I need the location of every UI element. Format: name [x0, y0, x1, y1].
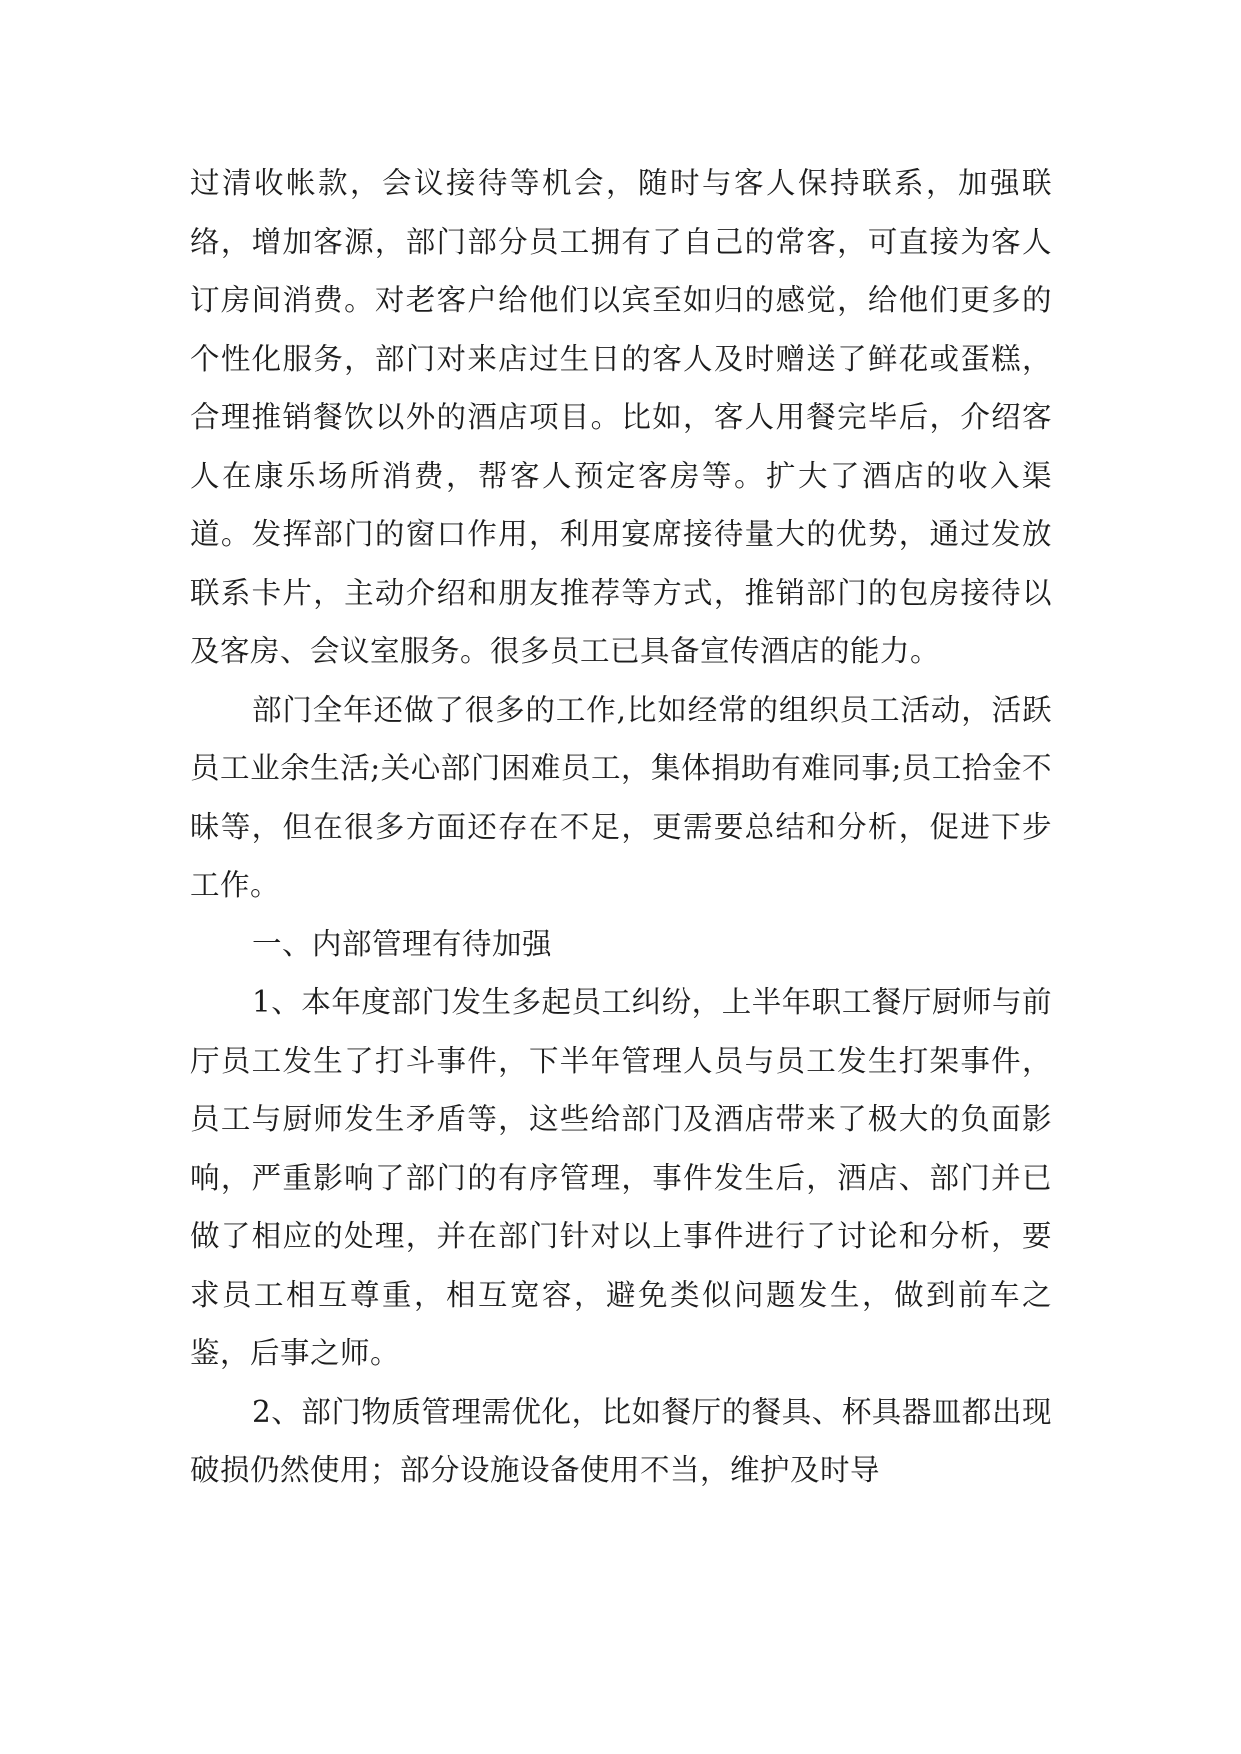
paragraph-item-1-staff-disputes: 1、本年度部门发生多起员工纠纷，上半年职工餐厅厨师与前厅员工发生了打斗事件，下半年管理人员与员工发生打架事件，员工与厨师发生矛盾等，这些给部门及酒店带来了极大的负面影响，严重影响了部门的有序管理，事件发生后，酒店、部门并已做了相应的处理，并在部门针对以上事件进行了讨论和分析，要求员工相互尊重，相互宽容，避免类似问题发生，做到前车之鉴，后事之师。	[190, 985, 1052, 1370]
paragraph-item-2-material-management: 2、部门物质管理需优化，比如餐厅的餐具、杯具器皿都出现破损仍然使用；部分设施设备使用不当，维护及时导	[190, 1394, 1052, 1487]
section-heading-internal-management: 一、内部管理有待加强	[252, 926, 553, 961]
document-page	[190, 154, 1052, 1500]
paragraph-customer-contact: 过清收帐款，会议接待等机会，随时与客人保持联系，加强联络，增加客源，部门部分员工拥有了自己的常客，可直接为客人订房间消费。对老客户给他们以宾至如归的感觉，给他们更多的个性化服务，部门对来店过生日的客人及时赠送了鲜花或蛋糕，合理推销餐饮以外的酒店项目。比如，客人用餐完毕后，介绍客人在康乐场所消费，帮客人预定客房等。扩大了酒店的收入渠道。发挥部门的窗口作用，利用宴席接待量大的优势，通过发放联系卡片，主动介绍和朋友推荐等方式，推销部门的包房接待以及客房、会议室服务。很多员工已具备宣传酒店的能力。	[190, 166, 1052, 668]
paragraph-annual-work: 部门全年还做了很多的工作,比如经常的组织员工活动，活跃员工业余生活;关心部门困难员工，集体捐助有难同事;员工拾金不昧等，但在很多方面还存在不足，更需要总结和分析，促进下步工作。	[190, 692, 1052, 902]
